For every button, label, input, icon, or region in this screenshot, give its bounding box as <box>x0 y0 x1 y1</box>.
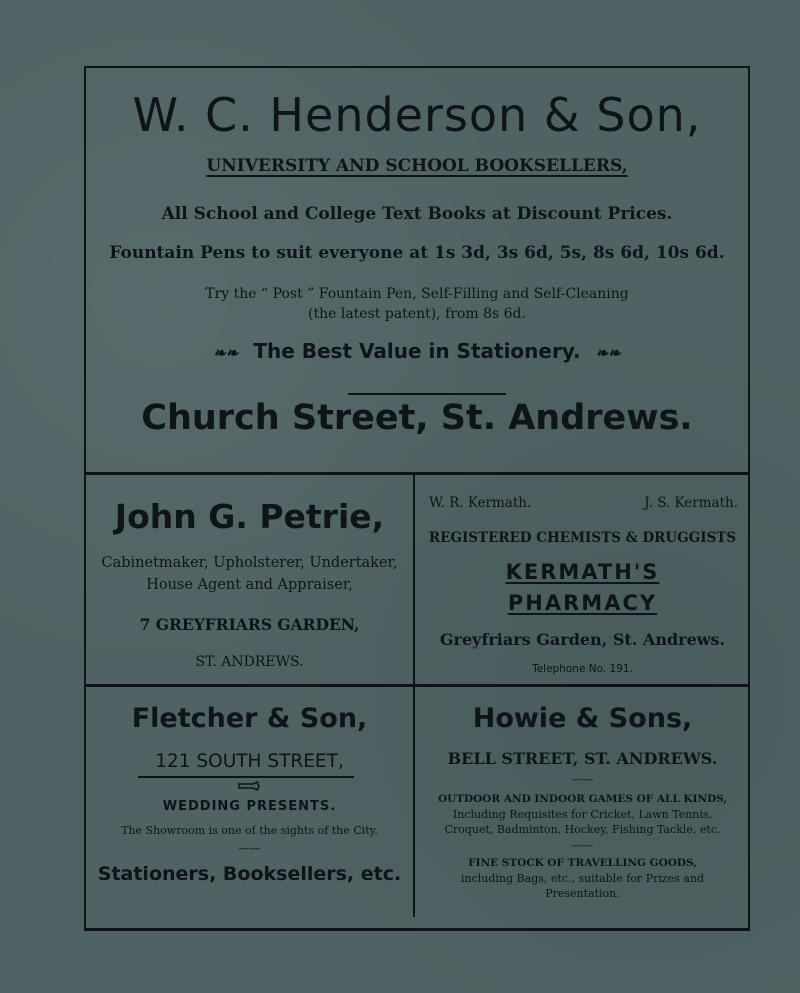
howie-games-line2: Including Requisites for Cricket, Lawn Tennis, <box>452 808 713 821</box>
howie-address: BELL STREET, ST. ANDREWS. <box>447 749 718 768</box>
fletcher-advert <box>86 687 413 917</box>
howie-name: Howie & Sons, <box>472 703 693 734</box>
kermath-name-left: W. R. Kermath. <box>429 495 532 511</box>
henderson-address: Church Street, St. Andrews. <box>141 398 693 438</box>
petrie-town: ST. ANDREWS. <box>195 654 304 670</box>
kermath-address: Greyfriars Garden, St. Andrews. <box>439 630 726 649</box>
kermath-tagline: REGISTERED CHEMISTS & DRUGGISTS <box>428 530 737 546</box>
fletcher-stationers: Stationers, Booksellers, etc. <box>97 863 402 885</box>
henderson-text-books-line: All School and College Text Books at Discount Prices. <box>161 204 673 224</box>
howie-dash-1: —— <box>571 773 594 786</box>
petrie-address: 7 GREYFRIARS GARDEN, <box>139 615 360 634</box>
pointing-hand-icon <box>238 777 260 789</box>
henderson-subtitle: UNIVERSITY AND SCHOOL BOOKSELLERS, <box>206 156 628 176</box>
fletcher-wedding-presents: WEDDING PRESENTS. <box>162 799 337 814</box>
ornament-left-icon: ❧❧ <box>213 344 239 362</box>
henderson-best-value <box>86 339 748 363</box>
fletcher-dash: —— <box>238 842 261 855</box>
henderson-post-pen-line: Try the “ Post ” Fountain Pen, Self-Filling and Self-Cleaning <box>205 286 629 302</box>
howie-travel-heading: FINE STOCK OF TRAVELLING GOODS, <box>468 857 697 869</box>
kermath-advert <box>415 475 750 684</box>
best-value-text: The Best Value in Stationery. <box>253 339 581 363</box>
fletcher-address: 121 SOUTH STREET, <box>155 751 344 772</box>
henderson-title: W. C. Henderson & Son, <box>132 88 702 142</box>
kermath-brand-line1: KERMATH'S <box>505 560 660 584</box>
fletcher-showroom-line: The Showroom is one of the sights of the City. <box>121 824 378 837</box>
ornament-right-icon: ❧❧ <box>595 344 621 362</box>
howie-travel-line2: including Bags, etc., suitable for Prizes and <box>461 872 704 885</box>
advertisement-page <box>84 66 750 931</box>
petrie-name: John G. Petrie, <box>114 497 385 536</box>
kermath-brand-line2: PHARMACY <box>507 591 658 615</box>
henderson-fountain-pens-line: Fountain Pens to suit everyone at 1s 3d, 3s 6d, 5s, 8s 6d, 10s 6d. <box>109 243 725 263</box>
howie-games-heading: OUTDOOR AND INDOOR GAMES OF ALL KINDS, <box>437 793 728 805</box>
header-short-divider <box>348 393 506 395</box>
howie-advert <box>415 687 750 917</box>
petrie-agent-line: House Agent and Appraiser, <box>146 577 353 593</box>
howie-dash-2: —— <box>571 839 594 852</box>
kermath-name-right: J. S. Kermath. <box>644 495 738 511</box>
kermath-telephone: Telephone No. 191. <box>532 663 633 675</box>
petrie-advert <box>86 475 413 684</box>
petrie-trades-line: Cabinetmaker, Upholsterer, Undertaker, <box>101 555 398 571</box>
howie-games-line3: Croquet, Badminton, Hockey, Fishing Tackle, etc. <box>444 823 721 836</box>
howie-travel-line3: Presentation. <box>545 887 620 900</box>
henderson-patent-line: (the latest patent), from 8s 6d. <box>308 306 526 322</box>
fletcher-name: Fletcher & Son, <box>131 703 368 734</box>
